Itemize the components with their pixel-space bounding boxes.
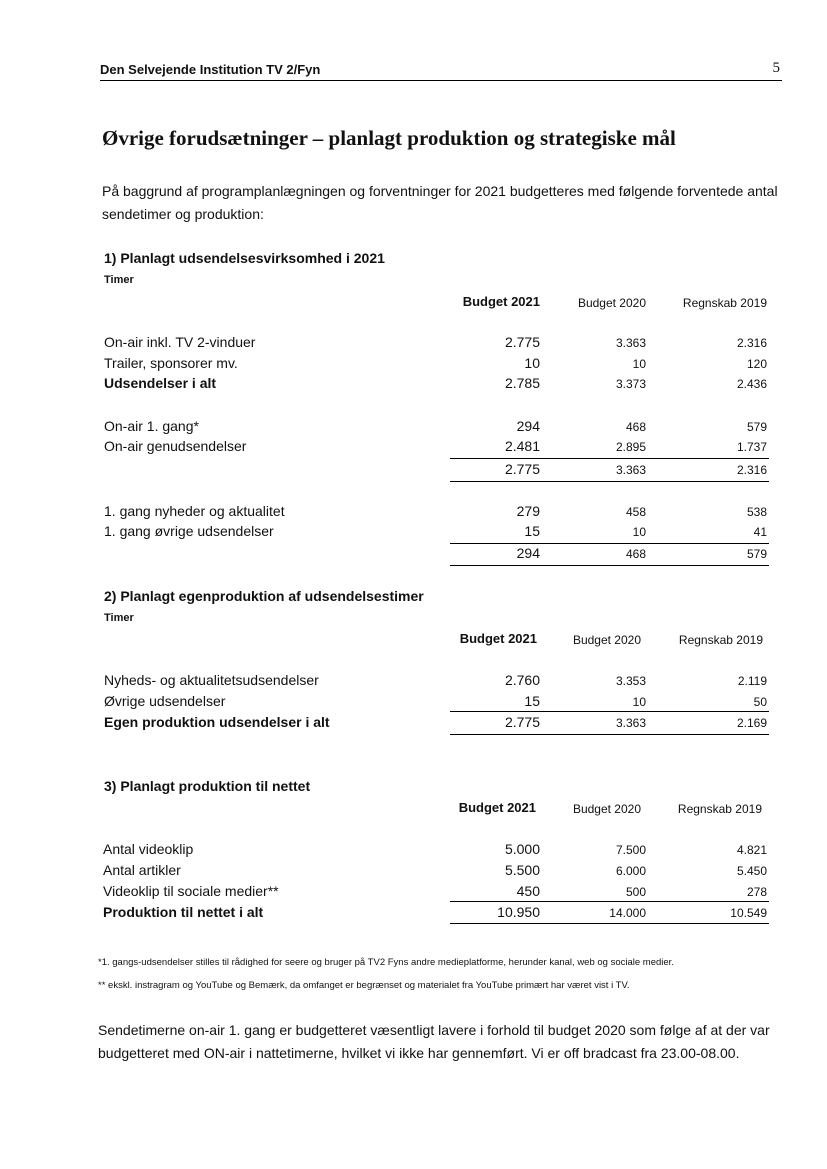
col-regnskab-2019: Regnskab 2019 <box>677 802 762 816</box>
page-header <box>100 62 782 81</box>
page-heading: Øvrige forudsætninger – planlagt produktion og strategiske mål <box>102 126 676 150</box>
total-rule <box>450 481 769 482</box>
col-budget-2021: Budget 2021 <box>459 631 537 646</box>
table-row-total: Udsendelser i alt 2.785 3.373 2.436 <box>104 375 767 391</box>
section1-unit: Timer <box>104 274 134 286</box>
subtotal-rule <box>450 901 769 902</box>
col-budget-2020: Budget 2020 <box>577 296 646 310</box>
table-row: 1. gang nyheder og aktualitet 279 458 538 <box>104 503 767 519</box>
table-row: Antal videoklip 5.000 7.500 4.821 <box>103 841 767 857</box>
table-row: Trailer, sponsorer mv. 10 10 120 <box>104 355 767 371</box>
col-regnskab-2019: Regnskab 2019 <box>682 296 767 310</box>
subtotal-rule <box>450 458 769 459</box>
section3-title: 3) Planlagt produktion til nettet <box>104 778 311 794</box>
total-rule <box>450 565 769 566</box>
table-row-total: Produktion til nettet i alt 10.950 14.000 10.549 <box>103 904 767 920</box>
section2-title: 2) Planlagt egenproduktion af udsendelsestimer <box>104 588 424 604</box>
table-row-total: Egen produktion udsendelser i alt 2.775 3.363 2.169 <box>104 714 767 730</box>
table-row: Antal artikler 5.500 6.000 5.450 <box>103 862 767 878</box>
col-budget-2020: Budget 2020 <box>572 802 641 816</box>
col-regnskab-2019: Regnskab 2019 <box>678 633 763 647</box>
closing-paragraph: Sendetimerne on-air 1. gang er budgetteret væsentligt lavere i forhold til budget 2020 som følge af at der var budgetteret med ON-air i nattetimerne, hvilket vi ikke har gennemført. Vi er off bradcast fra 23.00-08.00. <box>98 1022 770 1061</box>
table-row: Nyheds- og aktualitetsudsendelser 2.760 3.353 2.119 <box>104 672 767 688</box>
table-row-subtotal: 2.775 3.363 2.316 <box>504 461 767 477</box>
table-row-subtotal: 294 468 579 <box>516 545 767 561</box>
subtotal-rule <box>450 543 769 544</box>
section1-title: 1) Planlagt udsendelsesvirksomhed i 2021 <box>104 250 385 266</box>
table-row: On-air 1. gang* 294 468 579 <box>104 418 767 434</box>
table-row: On-air genudsendelser 2.481 2.895 1.737 <box>104 438 767 454</box>
col-budget-2021: Budget 2021 <box>458 800 536 815</box>
header-title: Den Selvejende Institution TV 2/Fyn <box>100 62 321 77</box>
table-row: 1. gang øvrige udsendelser 15 10 41 <box>104 523 767 539</box>
col-budget-2021: Budget 2021 <box>462 294 540 309</box>
intro-paragraph: På baggrund af programplanlægningen og forventninger for 2021 budgetteres med følgende forventede antal sendetimer og produktion: <box>102 183 778 222</box>
footnote-1: *1. gangs-udsendelser stilles til rådighed for seere og bruger på TV2 Fyns andre medieplatforme, herunder kanal, web og sociale medier. <box>98 957 674 968</box>
total-rule <box>450 734 769 735</box>
page-number: 5 <box>772 60 780 76</box>
table-row: Øvrige udsendelser 15 10 50 <box>104 693 767 709</box>
total-rule <box>450 923 769 924</box>
section2-unit: Timer <box>104 612 134 624</box>
subtotal-rule <box>450 711 769 712</box>
footnote-2: ** ekskl. instragram og YouTube og Bemærk, da omfanget er begrænset og materialet fra YouTube primært har været vist i TV. <box>98 980 630 991</box>
table-row: Videoklip til sociale medier** 450 500 278 <box>103 883 767 899</box>
table-row: On-air inkl. TV 2-vinduer 2.775 3.363 2.316 <box>104 334 767 350</box>
col-budget-2020: Budget 2020 <box>572 633 641 647</box>
